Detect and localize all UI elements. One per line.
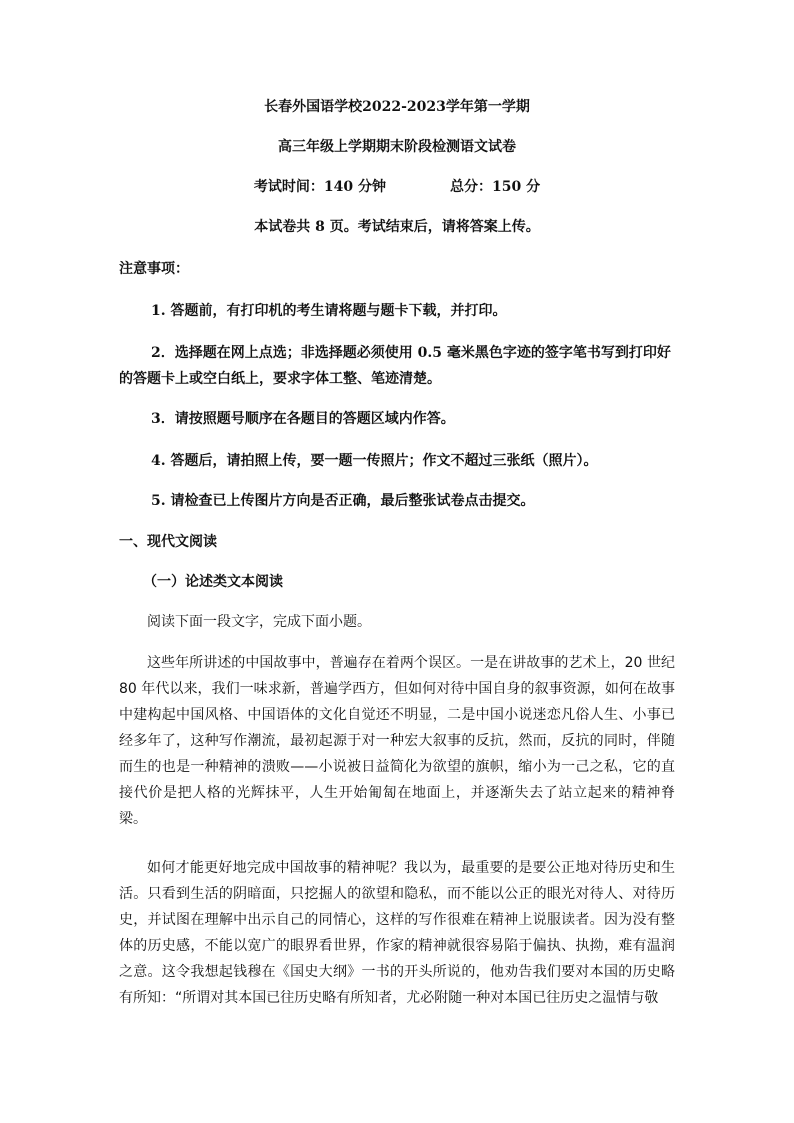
- pages-note: 本试卷共 8 页。考试结束后，请将答案上传。: [254, 219, 540, 235]
- section-subtitle: （一）论述类文本阅读: [143, 574, 283, 590]
- passage-paragraph-2: 如何才能更好地完成中国故事的精神呢？我以为，最重要的是要公正地对待历史和生活。只看到生活的阴暗面，只挖掘人的欲望和隐私，而不能以公正的眼光对待人、对待历史，并试图在理解中出示自己的同情心，这样的写作很难在精神上说服读者。因为没有整体的历史感，不能以宽广的眼界看世界，作家的精神就很容易陷于偏执、执拗，难有温润之意。这令我想起钱穆在《国史大纲》一书的开头所说的，他劝告我们要对本国的历史略有所知：“所谓对其本国已往历史略有所知者，尤必附随一种对本国已往历史之温情与敬: [119, 860, 675, 1006]
- reading-instruction: 阅读下面一段文字，完成下面小题。: [147, 614, 371, 630]
- notice-item-4: 4. 答题后，请拍照上传，要一题一传照片；作文不超过三张纸（照片）。: [151, 453, 598, 469]
- school-term-title: 长春外国语学校2022-2023学年第一学期: [264, 99, 530, 115]
- notice-item-2-continued: 的答题卡上或空白纸上，要求字体工整、笔迹清楚。: [119, 371, 441, 387]
- notice-item-5: 5. 请检查已上传图片方向是否正确，最后整张试卷点击提交。: [151, 493, 535, 509]
- notice-title: 注意事项：: [119, 261, 189, 277]
- exam-total-score: 总分：150 分: [450, 179, 541, 195]
- exam-meta: [0, 176, 794, 196]
- exam-title: 高三年级上学期期末阶段检测语文试卷: [278, 139, 516, 155]
- notice-item-1: 1. 答题前，有打印机的考生请将题与题卡下载，并打印。: [151, 303, 507, 319]
- passage-paragraph-1: 这些年所讲述的中国故事中，普遍存在着两个误区。一是在讲故事的艺术上，20 世纪 80 年代以来，我们一味求新，普遍学西方，但如何对待中国自身的叙事资源，如何在故事中建构起中国风格、中国语体的文化自觉还不明显，二是中国小说迷恋凡俗人生、小事已经多年了，这种写作潮流，最初起源于对一种宏大叙事的反抗，然而，反抗的同时，伴随而生的也是一种精神的溃败——小说被日益简化为欲望的旗帜，缩小为一己之私，它的直接代价是把人格的光辉抹平，人生开始匍匐在地面上，并逐渐失去了站立起来的精神脊梁。: [119, 655, 675, 827]
- section-title: 一、现代文阅读: [119, 534, 217, 550]
- exam-time: 考试时间：140 分钟: [253, 179, 386, 195]
- notice-item-3: 3．请按照题号顺序在各题目的答题区域内作答。: [151, 411, 455, 427]
- notice-item-2: 2．选择题在网上点选；非选择题必须使用 0.5 毫米黑色字迹的签字笔书写到打印好: [151, 345, 671, 361]
